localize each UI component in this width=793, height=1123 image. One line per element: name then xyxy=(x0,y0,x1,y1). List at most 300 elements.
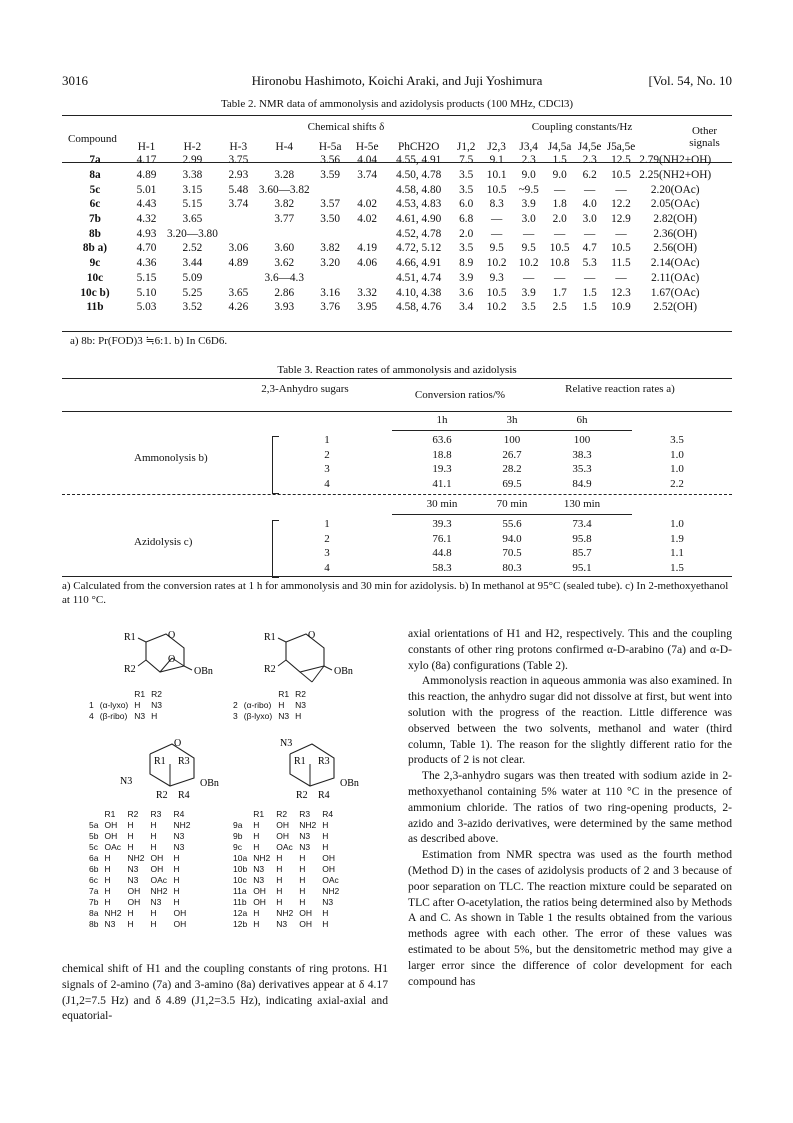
rgroup-cell: H xyxy=(295,710,302,721)
value-cell: 2.86 xyxy=(274,286,295,299)
table2-header-cell: J4,5a xyxy=(547,140,572,153)
value-cell: 3.82 xyxy=(320,242,341,255)
value-cell: 11.5 xyxy=(611,257,631,270)
value-cell: 3.74 xyxy=(228,198,249,211)
label-ring-o: O xyxy=(308,630,316,641)
rgroup-cell: 7b xyxy=(89,896,99,907)
table2-coupling-header: Coupling constants/Hz xyxy=(531,121,633,133)
rgroup-cell: NH2 xyxy=(173,819,191,830)
value-cell: 1.7 xyxy=(552,286,567,299)
table2-header-cell: H-3 xyxy=(229,140,248,153)
table3-cell: 58.3 xyxy=(432,561,452,574)
rgroup-cell: 6b xyxy=(89,863,99,874)
value-cell: 12.2 xyxy=(611,198,631,211)
paragraph: The 2,3-anhydro sugars was then treated with sodium azide in 2-methoxyethanol containing 5% water at 110 °C in the presence of ammonium chloride. The ratios of two ring-opening products, 2-azido and 3-azido derivatives, were determined by the same method as described above. xyxy=(408,769,732,846)
value-cell: 5.10 xyxy=(136,286,157,299)
value-cell: 3.60 xyxy=(274,242,295,255)
rgroup-cell: 10c xyxy=(233,874,247,885)
rgroup-header-cell: R2 xyxy=(276,808,288,819)
table2-header-cell: H-2 xyxy=(183,140,202,153)
table-row xyxy=(62,168,713,183)
paragraph: axial orientations of H1 and H2, respectively. This and the coupling constants of other ring protons confirmed α-D-arabino (7a) and α-D-xylo (8a) configurations (Table 2). xyxy=(408,627,732,672)
rgroup-header-row xyxy=(86,688,165,699)
table-row xyxy=(86,863,194,874)
rgroup-cell: H xyxy=(322,830,329,841)
table2-header-cell: H-1 xyxy=(137,140,156,153)
rgroup-cell: H xyxy=(173,896,180,907)
value-cell: 2.0 xyxy=(552,213,567,226)
value-cell: 4.50, 4.78 xyxy=(396,169,442,182)
table-row xyxy=(86,874,194,885)
label-r1: R1 xyxy=(294,756,306,767)
rgroup-cell: OH xyxy=(253,896,266,907)
table2-header-cell: J3,4 xyxy=(519,140,538,153)
value-cell: 3.6 xyxy=(459,286,474,299)
table2-header-cell: H-5e xyxy=(355,140,379,153)
body-text-right xyxy=(408,626,732,989)
table-row xyxy=(230,710,309,721)
rgroup-cell: OH xyxy=(299,907,312,918)
rgroup-cell: H xyxy=(276,874,283,885)
value-cell: 3.0 xyxy=(521,213,536,226)
rgroup-cell: H xyxy=(150,907,157,918)
rgroup-cell: OAc xyxy=(276,841,293,852)
rgroup-cell: H xyxy=(173,863,180,874)
rgroup-cell: H xyxy=(253,841,260,852)
value-cell: 3.16 xyxy=(320,286,341,299)
time-header: 130 min xyxy=(563,498,601,510)
value-cell: 2.52 xyxy=(182,242,203,255)
value-cell: — xyxy=(584,271,596,284)
table3-cell: 76.1 xyxy=(432,532,452,545)
table2-header-cell: H-5a xyxy=(318,140,342,153)
other-signals-cell: 2.36(OH) xyxy=(653,227,698,240)
rgroup-cell: H xyxy=(253,819,260,830)
other-signals-cell: 1.67(OAc) xyxy=(650,286,700,299)
value-cell: 9.0 xyxy=(552,169,567,182)
value-cell: 4.26 xyxy=(228,301,249,314)
value-cell: 4.02 xyxy=(357,213,378,226)
rgroup-cell: OH xyxy=(104,819,118,830)
rgroup-cell: N3 xyxy=(299,841,311,852)
table-row xyxy=(62,285,713,300)
table-row xyxy=(230,830,342,841)
rgroup-cell: N3 xyxy=(253,863,265,874)
table-row xyxy=(62,197,713,212)
rgroup-cell: OH xyxy=(276,819,289,830)
value-cell: 3.4 xyxy=(459,301,474,314)
rgroup-cell: H xyxy=(278,699,285,710)
value-cell: 4.58, 4.80 xyxy=(396,183,442,196)
paragraph: chemical shift of H1 and the coupling constants of ring protons. H1 signals of 2-amino (7a) and 3-amino (8a) derivatives appear at δ 4.17 (J1,2=7.5 Hz) and δ 4.89 (J1,2=3.5 Hz), indicating axial-axial and equatorial- xyxy=(62,962,388,1023)
rgroup-cell: H xyxy=(127,907,134,918)
rgroup-cell: H xyxy=(150,819,157,830)
rgroup-table-top-left xyxy=(86,688,165,721)
rgroup-header-cell: R1 xyxy=(134,688,146,699)
time-header: 3h xyxy=(506,414,518,426)
table3-cell: 73.4 xyxy=(572,518,592,530)
value-cell: 4.53, 4.83 xyxy=(396,198,442,211)
value-cell: — xyxy=(584,227,596,240)
value-cell: 3.0 xyxy=(582,213,597,226)
value-cell: 8.9 xyxy=(459,257,474,270)
label-obn: OBn xyxy=(200,778,219,789)
table3-cell: 1.5 xyxy=(670,561,684,574)
table-row xyxy=(86,699,165,710)
rgroup-cell: H xyxy=(134,699,141,710)
value-cell: 3.56 xyxy=(320,154,341,167)
rgroup-cell: OAc xyxy=(150,874,168,885)
value-cell: 1.8 xyxy=(552,198,567,211)
table2-shift-header: Chemical shifts δ xyxy=(307,121,385,133)
compound-cell: 7b xyxy=(89,213,101,226)
rgroup-cell: 9a xyxy=(233,819,243,830)
value-cell: 3.32 xyxy=(357,286,378,299)
value-cell: 9.5 xyxy=(521,242,536,255)
rgroup-cell: OH xyxy=(322,852,335,863)
value-cell: 9.3 xyxy=(489,271,504,284)
rgroup-cell: OAc xyxy=(104,841,121,852)
rgroup-cell: 12a xyxy=(233,907,248,918)
value-cell: 4.0 xyxy=(582,198,597,211)
rgroup-header-cell: R3 xyxy=(299,808,311,819)
rgroup-header-cell: R1 xyxy=(253,808,265,819)
rgroup-cell: N3 xyxy=(253,874,265,885)
rgroup-cell: 6c xyxy=(89,874,98,885)
value-cell: 3.38 xyxy=(182,169,203,182)
value-cell: 2.3 xyxy=(521,154,536,167)
value-cell: 3.6—4.3 xyxy=(264,271,305,284)
value-cell xyxy=(257,226,312,241)
rgroup-cell: 8b xyxy=(89,918,99,929)
value-cell: 3.52 xyxy=(182,301,203,314)
value-cell: 3.5 xyxy=(459,169,474,182)
rgroup-cell: H xyxy=(127,830,134,841)
rgroup-cell: N3 xyxy=(299,830,311,841)
rgroup-header-row xyxy=(230,808,342,819)
value-cell: 4.7 xyxy=(582,242,597,255)
value-cell: 3.59 xyxy=(320,169,341,182)
table3-cell: 26.7 xyxy=(502,448,522,461)
label-ring-o: O xyxy=(168,630,176,641)
table2-other-header: Other signals xyxy=(689,125,720,149)
rgroup-cell: N3 xyxy=(127,863,139,874)
blank-cell xyxy=(230,808,250,819)
rgroup-cell: H xyxy=(276,863,283,874)
value-cell xyxy=(349,271,386,286)
rgroup-cell: 2 xyxy=(233,699,238,710)
value-cell: — xyxy=(554,227,566,240)
table-row xyxy=(86,852,194,863)
table3-cell: 1.1 xyxy=(670,547,684,559)
table2 xyxy=(62,140,713,315)
rgroup-cell: NH2 xyxy=(253,852,271,863)
table3-cell: 1.0 xyxy=(670,518,684,530)
rgroup-cell: N3 xyxy=(150,896,162,907)
rgroup-cell: H xyxy=(150,841,157,852)
rgroup-cell: H xyxy=(104,863,111,874)
table3-caption: Table 3. Reaction rates of ammonolysis and azidolysis xyxy=(277,364,517,376)
table2-header-cell xyxy=(637,140,713,153)
value-cell: 6.0 xyxy=(459,198,474,211)
compound-cell: 6c xyxy=(89,198,101,211)
rgroup-cell: N3 xyxy=(278,710,290,721)
table-row xyxy=(62,271,713,286)
table-row xyxy=(230,907,342,918)
value-cell: 4.61, 4.90 xyxy=(396,213,442,226)
label-r1: R1 xyxy=(124,632,136,643)
value-cell: 3.9 xyxy=(521,198,536,211)
rgroup-cell: (α-lyxo) xyxy=(99,699,129,710)
other-signals-cell: 2.11(OAc) xyxy=(651,271,700,284)
value-cell: — xyxy=(491,213,503,226)
blank-cell xyxy=(241,688,276,699)
rgroup-cell: 10a xyxy=(233,852,248,863)
label-r3: R3 xyxy=(178,756,190,767)
table2-top-rule xyxy=(62,115,732,116)
table-row xyxy=(86,830,194,841)
rgroup-cell: NH2 xyxy=(322,885,340,896)
value-cell: 9.0 xyxy=(521,169,536,182)
table-row xyxy=(230,863,342,874)
value-cell: 8.3 xyxy=(489,198,504,211)
value-cell: 3.15 xyxy=(182,183,203,196)
value-cell: 4.19 xyxy=(357,242,378,255)
label-r3: R3 xyxy=(318,756,330,767)
table3-cell: 41.1 xyxy=(432,477,452,490)
rgroup-header-cell: R2 xyxy=(295,688,306,699)
rgroup-cell: OH xyxy=(173,907,187,918)
table2-grid xyxy=(62,140,713,315)
rgroup-cell: H xyxy=(127,819,134,830)
brace xyxy=(272,520,279,578)
rgroup-cell: H xyxy=(104,885,111,896)
table3-cell: 1.0 xyxy=(670,448,684,461)
rgroup-cell: H xyxy=(322,819,329,830)
rgroup-cell: N3 xyxy=(173,830,185,841)
value-cell: 3.06 xyxy=(228,242,249,255)
rgroup-table-bottom-right xyxy=(230,808,342,929)
table3-cell: 1.9 xyxy=(670,532,684,545)
table3-cell: 2.2 xyxy=(670,477,684,490)
table3-cell: 63.6 xyxy=(432,434,452,446)
blank-cell xyxy=(230,688,241,699)
structure-scheme xyxy=(60,628,400,958)
table3-footnote: a) Calculated from the conversion rates at 1 h for ammonolysis and 30 min for azidolysis. b) In methanol at 95°C (sealed tube). c) In 2-methoxyethanol at 110 °C. xyxy=(62,580,729,606)
label-r2: R2 xyxy=(124,664,136,675)
compound-cell: 10c xyxy=(86,271,104,284)
rgroup-cell: OAc xyxy=(322,874,339,885)
rgroup-cell: OH xyxy=(127,885,141,896)
rgroup-cell: N3 xyxy=(322,896,334,907)
rgroup-cell: H xyxy=(104,852,111,863)
table3-cell: 100 xyxy=(503,434,521,446)
value-cell: 4.89 xyxy=(136,169,157,182)
other-signals-cell: 2.82(OH) xyxy=(653,213,698,226)
value-cell: 3.28 xyxy=(274,169,295,182)
value-cell: — xyxy=(554,271,566,284)
label-r4: R4 xyxy=(178,790,190,801)
value-cell: 7.5 xyxy=(459,154,474,167)
time-header: 30 min xyxy=(426,498,458,510)
rgroup-cell: H xyxy=(322,918,329,929)
rgroup-table xyxy=(86,808,194,929)
rgroup-cell: H xyxy=(276,896,283,907)
table2-header-cell: J2,3 xyxy=(487,140,506,153)
table3-cell: 95.8 xyxy=(572,532,592,545)
value-cell: 10.8 xyxy=(549,257,570,270)
label-r2: R2 xyxy=(264,664,276,675)
value-cell: 1.5 xyxy=(582,286,597,299)
table3-cell: 70.5 xyxy=(502,547,522,559)
rgroup-cell: OH xyxy=(299,918,312,929)
rgroup-cell: H xyxy=(173,885,180,896)
value-cell: 10.5 xyxy=(549,242,570,255)
rgroup-table xyxy=(230,688,309,721)
value-cell: — xyxy=(615,183,627,196)
blank-cell xyxy=(86,808,101,819)
value-cell: 4.17 xyxy=(136,154,157,167)
table2-caption: Table 2. NMR data of ammonolysis and azidolysis products (100 MHz, CDCl3) xyxy=(220,98,574,110)
value-cell: 10.5 xyxy=(486,286,507,299)
table3-top-rule xyxy=(62,378,732,379)
ring-opened-structure-5-8 xyxy=(120,736,250,806)
value-cell: 2.3 xyxy=(582,154,597,167)
value-cell: 12.3 xyxy=(611,286,631,299)
table-row xyxy=(62,300,713,315)
rgroup-cell: H xyxy=(299,885,306,896)
label-n3: N3 xyxy=(120,776,133,787)
value-cell xyxy=(349,226,386,241)
table-row xyxy=(62,182,713,197)
label-ring-o: O xyxy=(174,738,182,749)
table2-header-cell: J4,5e xyxy=(577,140,602,153)
value-cell: — xyxy=(523,271,535,284)
label-obn: OBn xyxy=(340,778,359,789)
rgroup-table-top-right xyxy=(230,688,309,721)
value-cell: 3.75 xyxy=(228,154,249,167)
rgroup-cell: 3 xyxy=(233,710,238,721)
value-cell: 3.5 xyxy=(459,183,474,196)
table3-cell: 35.3 xyxy=(572,463,592,475)
compound-cell: 10c b) xyxy=(80,286,110,299)
value-cell: 1.5 xyxy=(582,301,597,314)
value-cell: 4.58, 4.76 xyxy=(396,301,442,314)
rgroup-cell: OH xyxy=(253,885,266,896)
value-cell: 3.5 xyxy=(459,242,474,255)
value-cell: 5.48 xyxy=(228,183,249,196)
value-cell: 3.65 xyxy=(182,213,203,226)
value-cell: 3.74 xyxy=(357,169,378,182)
compound-cell: 11b xyxy=(86,301,104,314)
time-header-rule xyxy=(392,430,632,431)
table3-bottom-rule xyxy=(62,576,732,577)
rgroup-header-cell: R4 xyxy=(322,808,334,819)
value-cell: 3.60—3.82 xyxy=(258,183,310,196)
value-cell: 4.43 xyxy=(136,198,157,211)
label-r1: R1 xyxy=(154,756,166,767)
rgroup-header-cell: R2 xyxy=(127,808,139,819)
rgroup-cell: OH xyxy=(173,918,187,929)
table-row xyxy=(230,852,342,863)
label-epoxide-o: O xyxy=(168,654,176,665)
rgroup-cell: 5b xyxy=(89,830,99,841)
epoxide-structure-2-3 xyxy=(260,628,370,688)
time-header-rule xyxy=(392,514,632,515)
value-cell: 10.9 xyxy=(611,301,631,314)
paragraph: Estimation from NMR spectra was used as the fourth method (Method D) in the cases of azidolysis products of 2 and 3 because of poor separation on TLC. The reaction mixture could be separated on TLC after O-acetylation, the ratios being determined also by Methods A and C. As shown in Table 1 the results obtained from the various methods agree with each other. The error of these values was estimated to be about 5%, but the densitometric method may give a larger error since the difference of color development for each compound has xyxy=(408,848,732,988)
rgroup-header-cell: R1 xyxy=(278,688,290,699)
rgroup-cell: OH xyxy=(276,830,289,841)
table-row xyxy=(62,153,713,168)
rgroup-cell: NH2 xyxy=(104,907,122,918)
table-row xyxy=(86,907,194,918)
table2-header-cell: J1,2 xyxy=(456,140,476,153)
value-cell: 2.5 xyxy=(552,301,567,314)
ammonolysis-label: Ammonolysis b) xyxy=(134,452,208,464)
value-cell: 1.5 xyxy=(552,154,567,167)
table3-cell: 69.5 xyxy=(502,477,522,490)
label-obn: OBn xyxy=(334,666,353,677)
table3-cell: 28.2 xyxy=(502,463,522,475)
rgroup-cell: 7a xyxy=(89,885,99,896)
value-cell: 3.82 xyxy=(274,198,295,211)
value-cell xyxy=(312,182,349,197)
label-obn: OBn xyxy=(194,666,213,677)
table-row xyxy=(86,896,194,907)
table2-column-header-row xyxy=(62,140,713,153)
brace xyxy=(272,436,279,494)
rgroup-cell: H xyxy=(253,918,260,929)
table3-cell: 80.3 xyxy=(502,561,522,574)
blank-cell xyxy=(86,688,97,699)
table2-compound-header: Compound xyxy=(68,133,117,145)
table-row xyxy=(86,841,194,852)
rgroup-cell: H xyxy=(127,918,134,929)
table-row xyxy=(86,819,194,830)
rgroup-cell: N3 xyxy=(134,710,146,721)
rgroup-cell: OH xyxy=(150,863,164,874)
time-header: 6h xyxy=(576,414,588,426)
table-row xyxy=(86,710,165,721)
table-row xyxy=(62,212,713,227)
rgroup-header-cell: R4 xyxy=(173,808,185,819)
rgroup-cell: NH2 xyxy=(276,907,294,918)
value-cell: 10.5 xyxy=(486,183,507,196)
rgroup-header-cell: R3 xyxy=(150,808,162,819)
other-signals-cell: 2.14(OAc) xyxy=(650,257,700,270)
other-signals-cell: 2.05(OAc) xyxy=(650,198,700,211)
value-cell: 12.5 xyxy=(611,154,631,167)
author-line: Hironobu Hashimoto, Koichi Araki, and Juji Yoshimura xyxy=(251,73,543,88)
table3-cell: 4 xyxy=(324,561,330,574)
value-cell: 10.2 xyxy=(486,301,507,314)
rgroup-cell: (β-ribo) xyxy=(99,710,128,721)
table3-cell: 3.5 xyxy=(670,434,684,446)
rgroup-cell: H xyxy=(299,852,306,863)
table-row xyxy=(230,819,342,830)
table3-cell: 3 xyxy=(324,547,330,559)
compound-cell: 7a xyxy=(89,154,101,167)
value-cell: — xyxy=(615,227,627,240)
volume-info: [Vol. 54, No. 10 xyxy=(648,73,732,88)
rgroup-cell: 8a xyxy=(89,907,99,918)
value-cell: — xyxy=(523,227,535,240)
rgroup-cell: H xyxy=(322,907,329,918)
value-cell: 5.03 xyxy=(136,301,157,314)
value-cell: 10.2 xyxy=(486,257,507,270)
value-cell: 5.25 xyxy=(182,286,203,299)
